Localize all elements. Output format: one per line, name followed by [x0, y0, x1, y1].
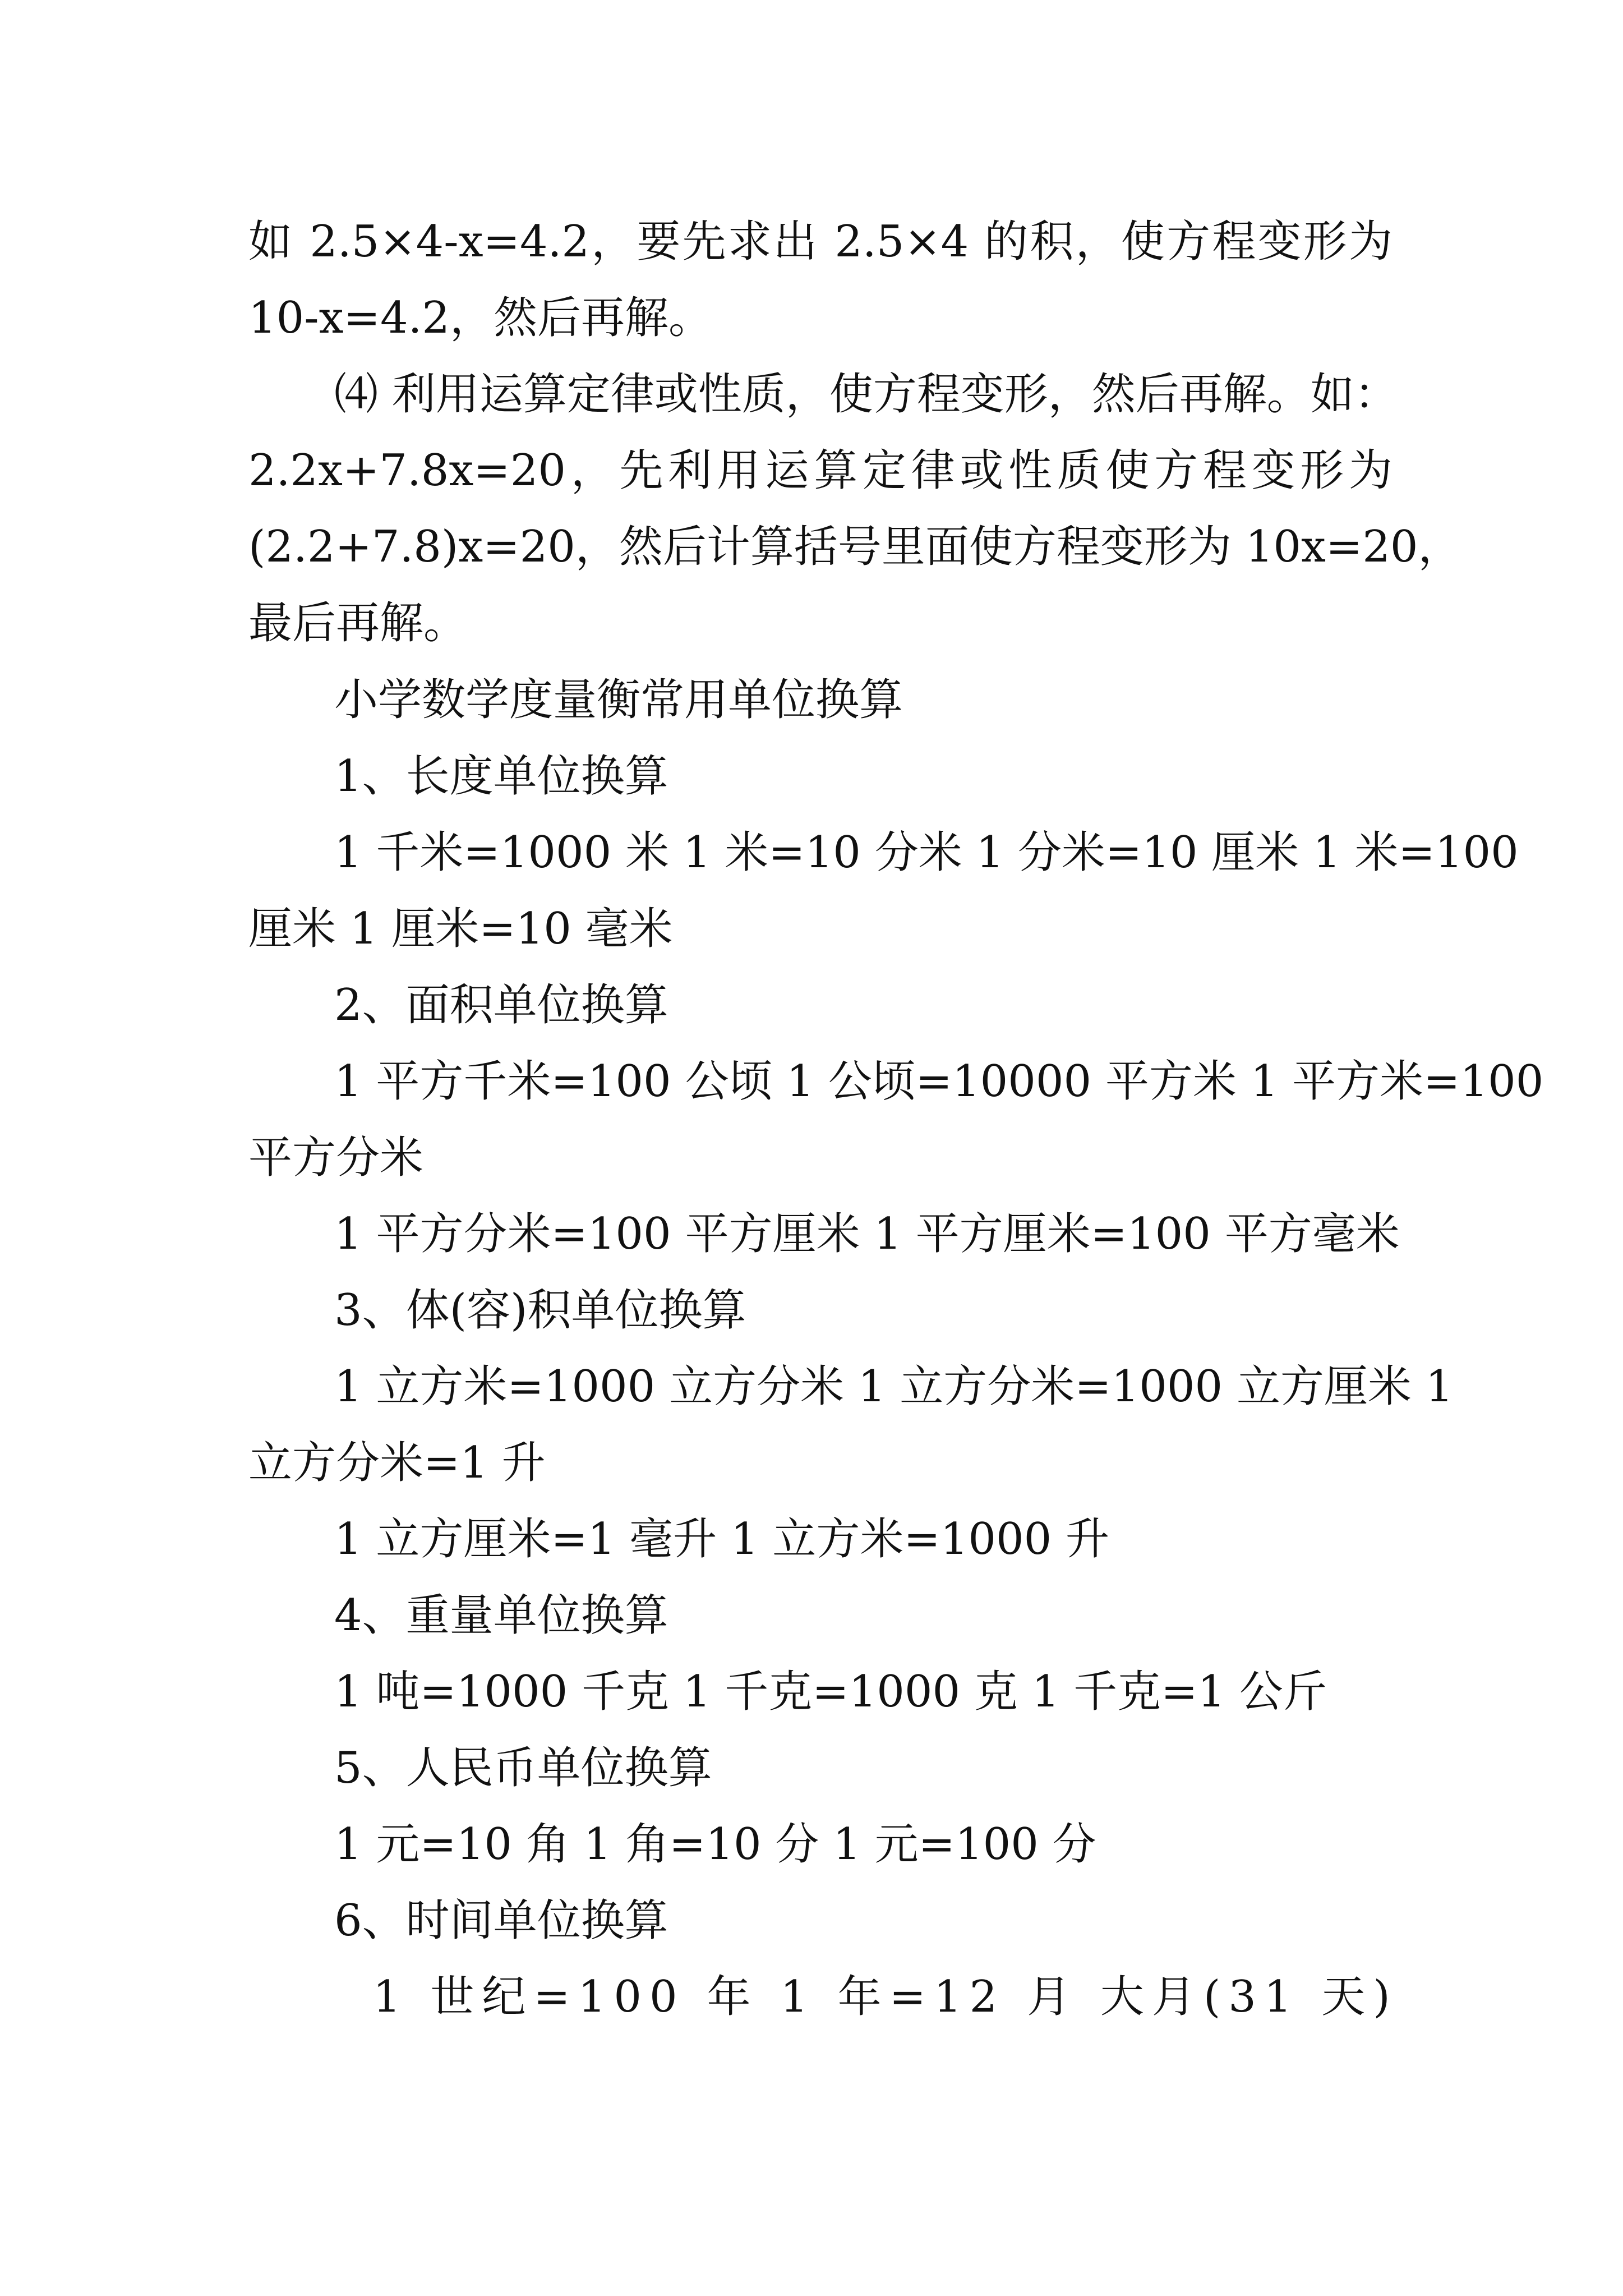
- text-line: ⑷ 利用运算定律或性质，使方程变形，然后再解。如：: [334, 369, 1398, 420]
- subsection-heading: 4、重量单位换算: [334, 1590, 668, 1641]
- text-line: 1 立方厘米=1 毫升 1 立方米=1000 升: [334, 1514, 1110, 1565]
- text-line: 厘米 1 厘米=10 毫米: [248, 904, 673, 954]
- text-line: 如 2.5×4-x=4.2，要先求出 2.5×4 的积，使方程变形为: [248, 217, 1393, 267]
- text-line: 1 吨=1000 千克 1 千克=1000 克 1 千克=1 公斤: [334, 1667, 1327, 1717]
- text-line: 10-x=4.2，然后再解。: [248, 293, 712, 343]
- text-line: (2.2+7.8)x=20，然后计算括号里面使方程变形为 10x=20，: [248, 522, 1462, 572]
- subsection-heading: 6、时间单位换算: [334, 1895, 668, 1946]
- text-line: 1 立方米=1000 立方分米 1 立方分米=1000 立方厘米 1: [334, 1361, 1454, 1412]
- section-heading: 小学数学度量衡常用单位换算: [334, 675, 903, 725]
- subsection-heading: 3、体(容)积单位换算: [334, 1285, 746, 1336]
- text-line: 1 平方千米=100 公顷 1 公顷=10000 平方米 1 平方米=100: [334, 1056, 1544, 1107]
- subsection-heading: 5、人民币单位换算: [334, 1743, 712, 1793]
- text-line: 1 平方分米=100 平方厘米 1 平方厘米=100 平方毫米: [334, 1209, 1400, 1259]
- text-line: 平方分米: [248, 1133, 424, 1183]
- subsection-heading: 2、面积单位换算: [334, 980, 668, 1030]
- text-line: 1 世纪=100 年 1 年=12 月 大月(31 天): [373, 1972, 1398, 2022]
- text-line: 2.2x+7.8x=20，先利用运算定律或性质使方程变形为: [248, 445, 1393, 496]
- subsection-heading: 1、长度单位换算: [334, 751, 668, 802]
- text-line: 最后再解。: [248, 598, 468, 648]
- text-line: 1 千米=1000 米 1 米=10 分米 1 分米=10 厘米 1 米=100: [334, 827, 1519, 878]
- text-line: 立方分米=1 升: [248, 1438, 546, 1488]
- text-line: 1 元=10 角 1 角=10 分 1 元=100 分: [334, 1819, 1096, 1870]
